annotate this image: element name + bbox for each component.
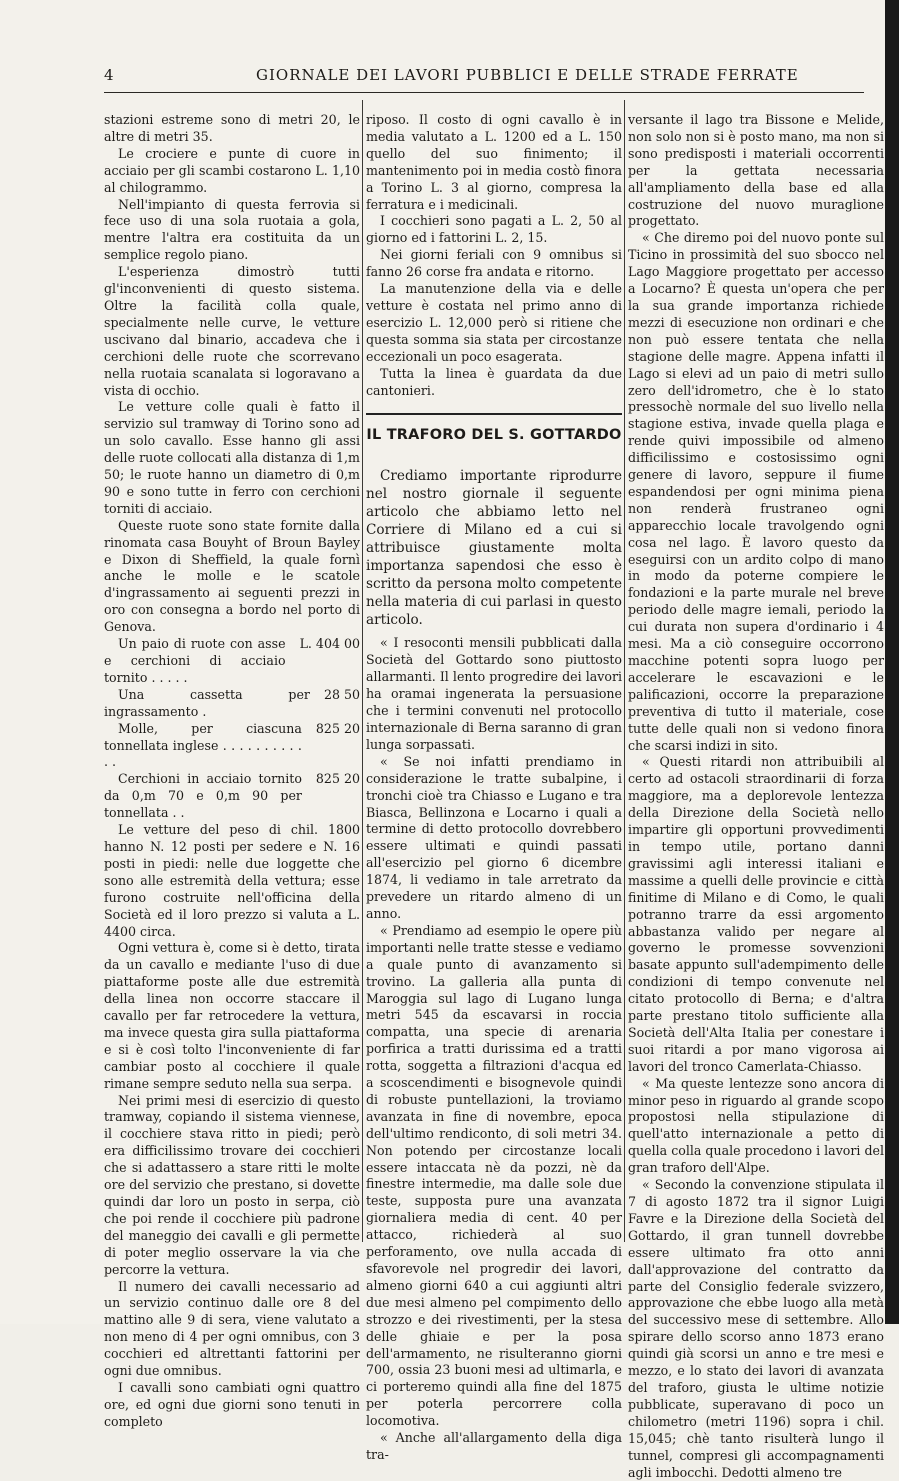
- paragraph: « Se noi infatti prendiamo in considerazione le tratte subalpine, i tronchi cioè tra Chiasso e Lugano e tra Biasca, Bellinzona e Locarno i quali a termine di detto protocollo dovrebbero essere ultimati e quindi passati all'esercizio pel giorno 6 dicembre 1874, li vediamo in tale arretrato da prevedere un ritardo almeno di un anno.: [366, 753, 622, 921]
- paragraph: « Questi ritardi non attribuibili al certo ad ostacoli straordinarii di forza maggiore, ma a deplorevole lentezza della Direzione della Società nello impartire gli opportuni provvedimenti in tempo utile, portano danni gravissimi agli interessi italiani e massime a quelli delle provincie e città finitime di Milano e di Como, le quali potranno trarre da essi argomento abbastanza valido per negare al governo le promesse sovvenzioni basate appunto sull'adempimento delle condizioni di tempo convenute nel citato protocollo di Berna; e d'altra parte prestano titolo sufficiente alla Società dell'Alta Italia per conestare i suoi ritardi a por mano vigorosa ai lavori del tronco Camerlata-Chiasso.: [628, 754, 884, 1074]
- price-value: 28 50: [323, 686, 360, 702]
- paragraph: Nei giorni feriali con 9 omnibus si fanno 26 corse fra andata e ritorno.: [366, 247, 622, 280]
- header-rule: [104, 92, 864, 93]
- paragraph: La manutenzione della via e delle vetture è costata nel primo anno di esercizio L. 12,000 però si ritiene che questa somma sia stata per circostanze eccezionali un poco esagerata.: [366, 281, 622, 364]
- column-2: [366, 112, 622, 1464]
- paragraph: I cocchieri sono pagati a L. 2, 50 al giorno ed i fattorini L. 2, 15.: [366, 213, 622, 246]
- price-label: Cerchioni in acciaio tornito da 0,m 70 e 0,m 90 per tonnellata . .: [104, 771, 302, 821]
- paragraph: « Anche all'allargamento della diga tra-: [366, 1430, 622, 1462]
- price-row: [104, 687, 360, 721]
- paragraph: Nell'impianto di questa ferrovia si fece uso di una sola ruotaia a gola, mentre l'altra era costituita da un semplice regolo piano.: [104, 196, 360, 263]
- paragraph: versante il lago tra Bissone e Melide, non solo non si è posto mano, ma non si sono predisposti i materiali occorrenti per la gettata necessaria all'ampliamento della base ed alla costruzione del nuovo muraglione progettato.: [628, 112, 884, 229]
- price-row: [104, 636, 360, 687]
- price-label: Molle, per ciascuna tonnellata inglese . . . . . . . . . . . .: [104, 720, 302, 770]
- paragraph: Il numero dei cavalli necessario ad un servizio continuo dalle ore 8 del mattino alle 9 di sera, viene valutato a non meno di 4 per ogni omnibus, con 3 cocchieri ed altrettanti fattorini per ogni due omnibus.: [104, 1278, 360, 1379]
- scan-edge: [885, 0, 899, 1324]
- column-divider: [624, 100, 625, 1242]
- paragraph: Tutta la linea è guardata da due cantonieri.: [366, 365, 622, 398]
- paragraph: Le crociere e punte di cuore in acciaio per gli scambi costarono L. 1,10 al chilogrammo.: [104, 145, 360, 195]
- paragraph: Le vetture del peso di chil. 1800 hanno N. 12 posti per sedere e N. 16 posti in piedi: nelle due loggette che sono alle estremità della vettura; esse furono costruite nell'officina della Società ed il loro prezzo si valuta a L. 4400 circa.: [104, 822, 360, 939]
- section-title: IL TRAFORO DEL S. GOTTARDO: [366, 427, 622, 444]
- section-rule: [366, 413, 622, 415]
- lead-paragraph: [366, 468, 622, 629]
- price-value: L. 404 00: [299, 636, 360, 652]
- paragraph: « I resoconti mensili pubblicati dalla Società del Gottardo sono piuttosto allarmanti. Il lento progredire dei lavori ha oramai ingenerata la persuasione che i termini convenuti nel protocollo internazionale di Berna saranno di gran lunga sorpassati.: [366, 635, 622, 752]
- paragraph: Ogni vettura è, come si è detto, tirata da un cavallo e mediante l'uso di due piattaforme poste alle due estremità della linea non occorre staccare il cavallo per far retrocedere la vettura, ma invece questa gira sulla piattaforma e si è così tolto l'inconveniente di far cambiar posto al cocchiere il quale rimane sempre seduto nella sua serpa.: [104, 940, 360, 1091]
- paragraph: Crediamo importante riprodurre nel nostro giornale il seguente articolo che abbiamo letto nel Corriere di Milano ed a cui si attribuisce giustamente molta importanza sapendosi che esso è scritto da persona molto competente nella materia di cui parlasi in questo articolo.: [366, 468, 622, 628]
- price-row: [104, 771, 360, 822]
- price-row: [104, 721, 360, 772]
- paragraph: I cavalli sono cambiati ogni quattro ore, ed ogni due giorni sono tenuti in completo: [104, 1379, 360, 1429]
- price-value: 825 20: [315, 720, 360, 736]
- price-value: 825 20: [315, 771, 360, 787]
- paragraph: riposo. Il costo di ogni cavallo è in media valutato a L. 1200 ed a L. 150 quello del suo finimento; il mantenimento poi in media costò finora a Torino L. 3 al giorno, compresa la ferratura e i medicinali.: [366, 112, 622, 212]
- paragraph: stazioni estreme sono di metri 20, le altre di metri 35.: [104, 112, 360, 144]
- price-label: Una cassetta per ingrassamento .: [104, 686, 310, 719]
- paragraph: Nei primi mesi di esercizio di questo tramway, copiando il sistema viennese, il cocchiere stava ritto in piedi; però era difficilissimo trovare dei cocchieri che si adattassero a stare ritti le molte ore del servizio che prestano, si dovette quindi dar loro un posto in serpa, ciò che poi rende il cocchiere più padrone del maneggio dei cavalli e gli permette di poter meglio osservare la via che percorre la vettura.: [104, 1092, 360, 1277]
- column-1: [104, 112, 360, 1431]
- page-header: [104, 66, 864, 88]
- price-label: Un paio di ruote con asse e cerchioni di acciaio tornito . . . . .: [104, 636, 286, 685]
- column-3: [628, 112, 884, 1481]
- page-number: 4: [104, 66, 114, 84]
- paragraph: « Prendiamo ad esempio le opere più importanti nelle tratte stesse e vediamo a quale punto di avanzamento si trovino. La galleria alla punta di Maroggia sul lago di Lugano lunga metri 545 da escavarsi in roccia compatta, una specie di arenaria porfirica a tratti durissima ed a tratti rotta, soggetta a filtrazioni d'acqua ed a scoscendimenti e bisognevole quindi di robuste puntellazioni, la troviamo avanzata in fine di novembre, epoca dell'ultimo rendiconto, di soli metri 34. Non potendo per circostanze locali essere intaccata nè da pozzi, nè da finestre intermedie, ma dalle sole due teste, supposta pure una avanzata giornaliera media di cent. 40 per attacco, richiederà al suo perforamento, ove nulla accada di sfavorevole nel progredir dei lavori, almeno giorni 640 a cui aggiunti altri due mesi almeno pel compimento dello strozzo e dei rivestimenti, per la stesa delle ghiaie e per la posa dell'armamento, ne risulteranno giorni 700, ossia 23 buoni mesi ad ultimarla, e ci porteremo quindi alla fine del 1875 per poterla percorrere colla locomotiva.: [366, 922, 622, 1429]
- paragraph: Queste ruote sono state fornite dalla rinomata casa Bouyht of Broun Bayley e Dixon di Sheffield, la quale fornì anche le molle e le scatole d'ingrassamento ai seguenti prezzi in oro con consegna a bordo nel porto di Genova.: [104, 517, 360, 635]
- column-divider: [362, 100, 363, 1242]
- paragraph: L'esperienza dimostrò tutti gl'inconvenienti di questo sistema. Oltre la facilità colla quale, specialmente nelle curve, le vetture uscivano dal binario, accadeva che i cerchioni delle ruote che scorrevano nella ruotaia scanalata si logoravano a vista di occhio.: [104, 264, 360, 398]
- paragraph: « Secondo la convenzione stipulata il 7 di agosto 1872 tra il signor Luigi Favre e la Direzione della Società del Gottardo, il gran tunnell dovrebbe essere ultimato fra otto anni dall'approvazione del contratto da parte del Consiglio federale svizzero, approvazione che ebbe luogo alla metà del successivo mese di settembre. Allo spirare dello scorso anno 1873 erano quindi già scorsi un anno e tre mesi e mezzo, e lo stato dei lavori di avanzata del traforo, giusta le ultime notizie pubblicate, superavano di poco un chilometro (metri 1196) sopra i chil. 15,045; chè tanto risulterà lungo il tunnel, compresi gli accompagnamenti agli imbocchi. Dedotti almeno tre: [628, 1177, 884, 1480]
- paragraph: « Che diremo poi del nuovo ponte sul Ticino in prossimità del suo sbocco nel Lago Maggiore progettato per accesso a Locarno? È questa un'opera che per la sua grande importanza richiede mezzi di esecuzione non ordinari e che non può essere tentata che nella stagione delle magre. Appena infatti il Lago si elevi ad un paio di metri sullo zero dell'idrometro, che è lo stato pressochè normale del suo livello nella stagione estiva, invade quella plaga e rende quivi impossibile od almeno difficilissimo e costosissimo ogni genere di lavoro, seppure il fiume espandendosi per ogni minima piena non renderà frustraneo ogni apparecchio locale travolgendo ogni cosa nel lago. È lavoro questo da eseguirsi con un ardito colpo di mano in modo da poterne compiere le fondazioni e la parte murale nel breve periodo delle magre iemali, periodo la cui durata non supera d'ordinario i 4 mesi. Ma a ciò conseguire occorrono macchine potenti sopra luogo per accelerare le escavazioni e le palificazioni, occorre la preparazione preventiva di tutto il materiale, cose tutte delle quali non si vedono finora che scarsi indizi in sito.: [628, 230, 884, 753]
- running-title: GIORNALE DEI LAVORI PUBBLICI E DELLE STRADE FERRATE: [256, 66, 799, 84]
- paragraph: Le vetture colle quali è fatto il servizio sul tramway di Torino sono ad un solo cavallo. Esse hanno gli assi delle ruote collocati alla distanza di 1,m 50; le ruote hanno un diametro di 0,m 90 e sono tutte in ferro con cerchioni torniti di acciaio.: [104, 399, 360, 516]
- paragraph: « Ma queste lentezze sono ancora di minor peso in riguardo al grande scopo propostosi nella stipulazione di quell'atto internazionale a petto di quella colla quale procedono i lavori del gran traforo dell'Alpe.: [628, 1075, 884, 1176]
